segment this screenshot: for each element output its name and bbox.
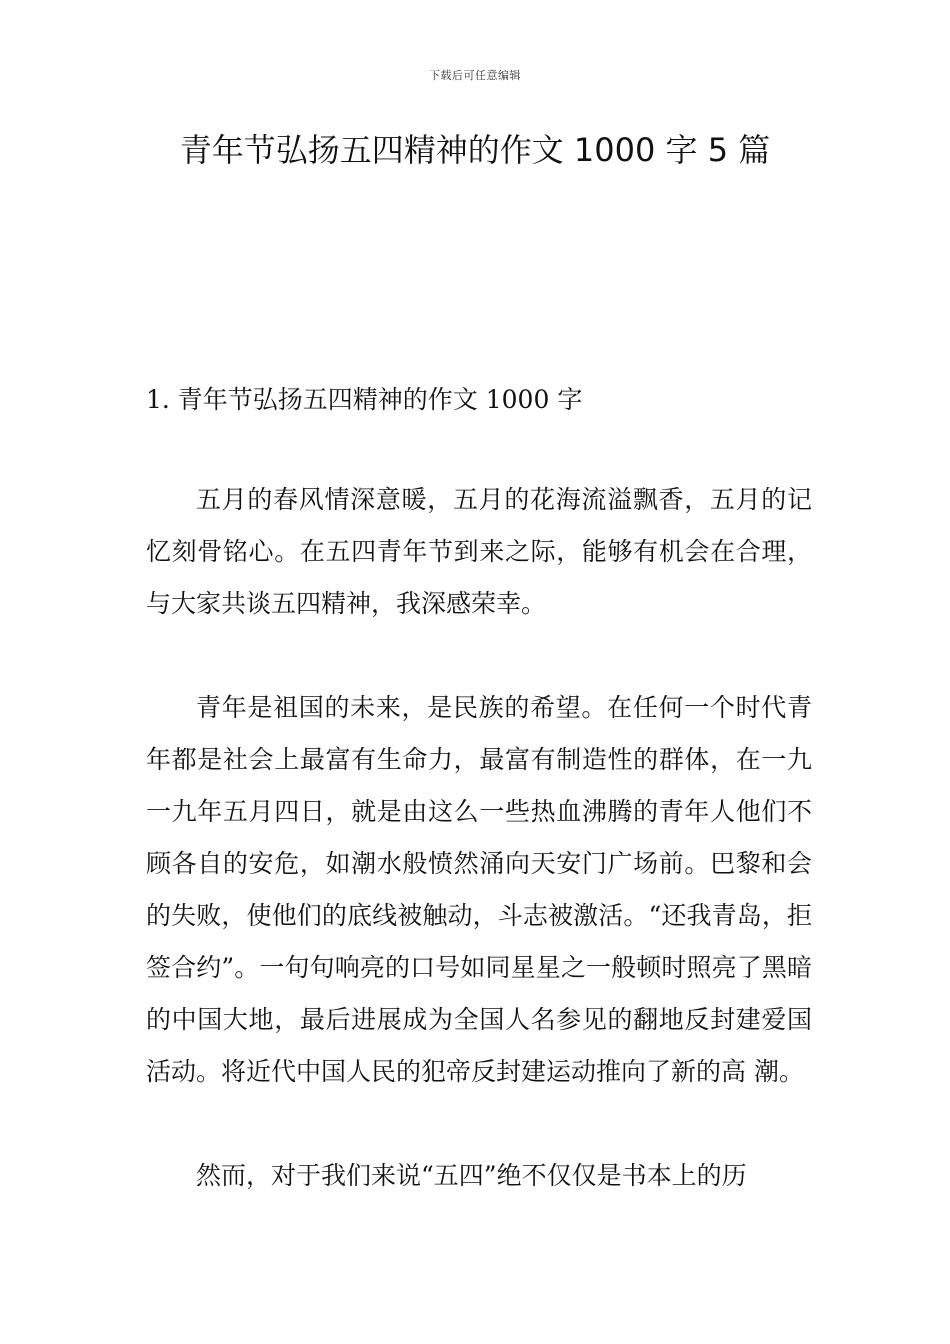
paragraph-3: 然而，对于我们来说“五四”绝不仅仅是书本上的历 bbox=[196, 1161, 747, 1190]
header-note: 下载后可任意编辑 bbox=[429, 69, 521, 82]
essay-body bbox=[146, 474, 812, 1202]
section-heading: 1. 青年节弘扬五四精神的作文 1000 字 bbox=[146, 385, 583, 414]
paragraph-1: 五月的春风情深意暖，五月的花海流溢飘香，五月的记忆刻骨铭心。在五四青年节到来之际，能够有机会在合理，与大家共谈五四精神，我深感荣幸。 bbox=[146, 485, 812, 618]
paragraph-2: 青年是祖国的未来，是民族的希望。在任何一个时代青年都是社会上最富有生命力，最富有制造性的群体，在一九一九年五月四日，就是由这么一些热血沸腾的青年人他们不顾各自的安危，如潮水般愤然涌向天安门广场前。巴黎和会的失败，使他们的底线被触动，斗志被激活。“还我青岛，拒签合约”。一句句响亮的口号如同星星之一般顿时照亮了黑暗的中国大地，最后进展成为全国人名参见的翻地反封建爱国活动。将近代中国人民的犯帝反封建运动推向了新的高 潮。 bbox=[146, 693, 812, 1086]
document-title: 青年节弘扬五四精神的作文 1000 字 5 篇 bbox=[179, 131, 771, 169]
